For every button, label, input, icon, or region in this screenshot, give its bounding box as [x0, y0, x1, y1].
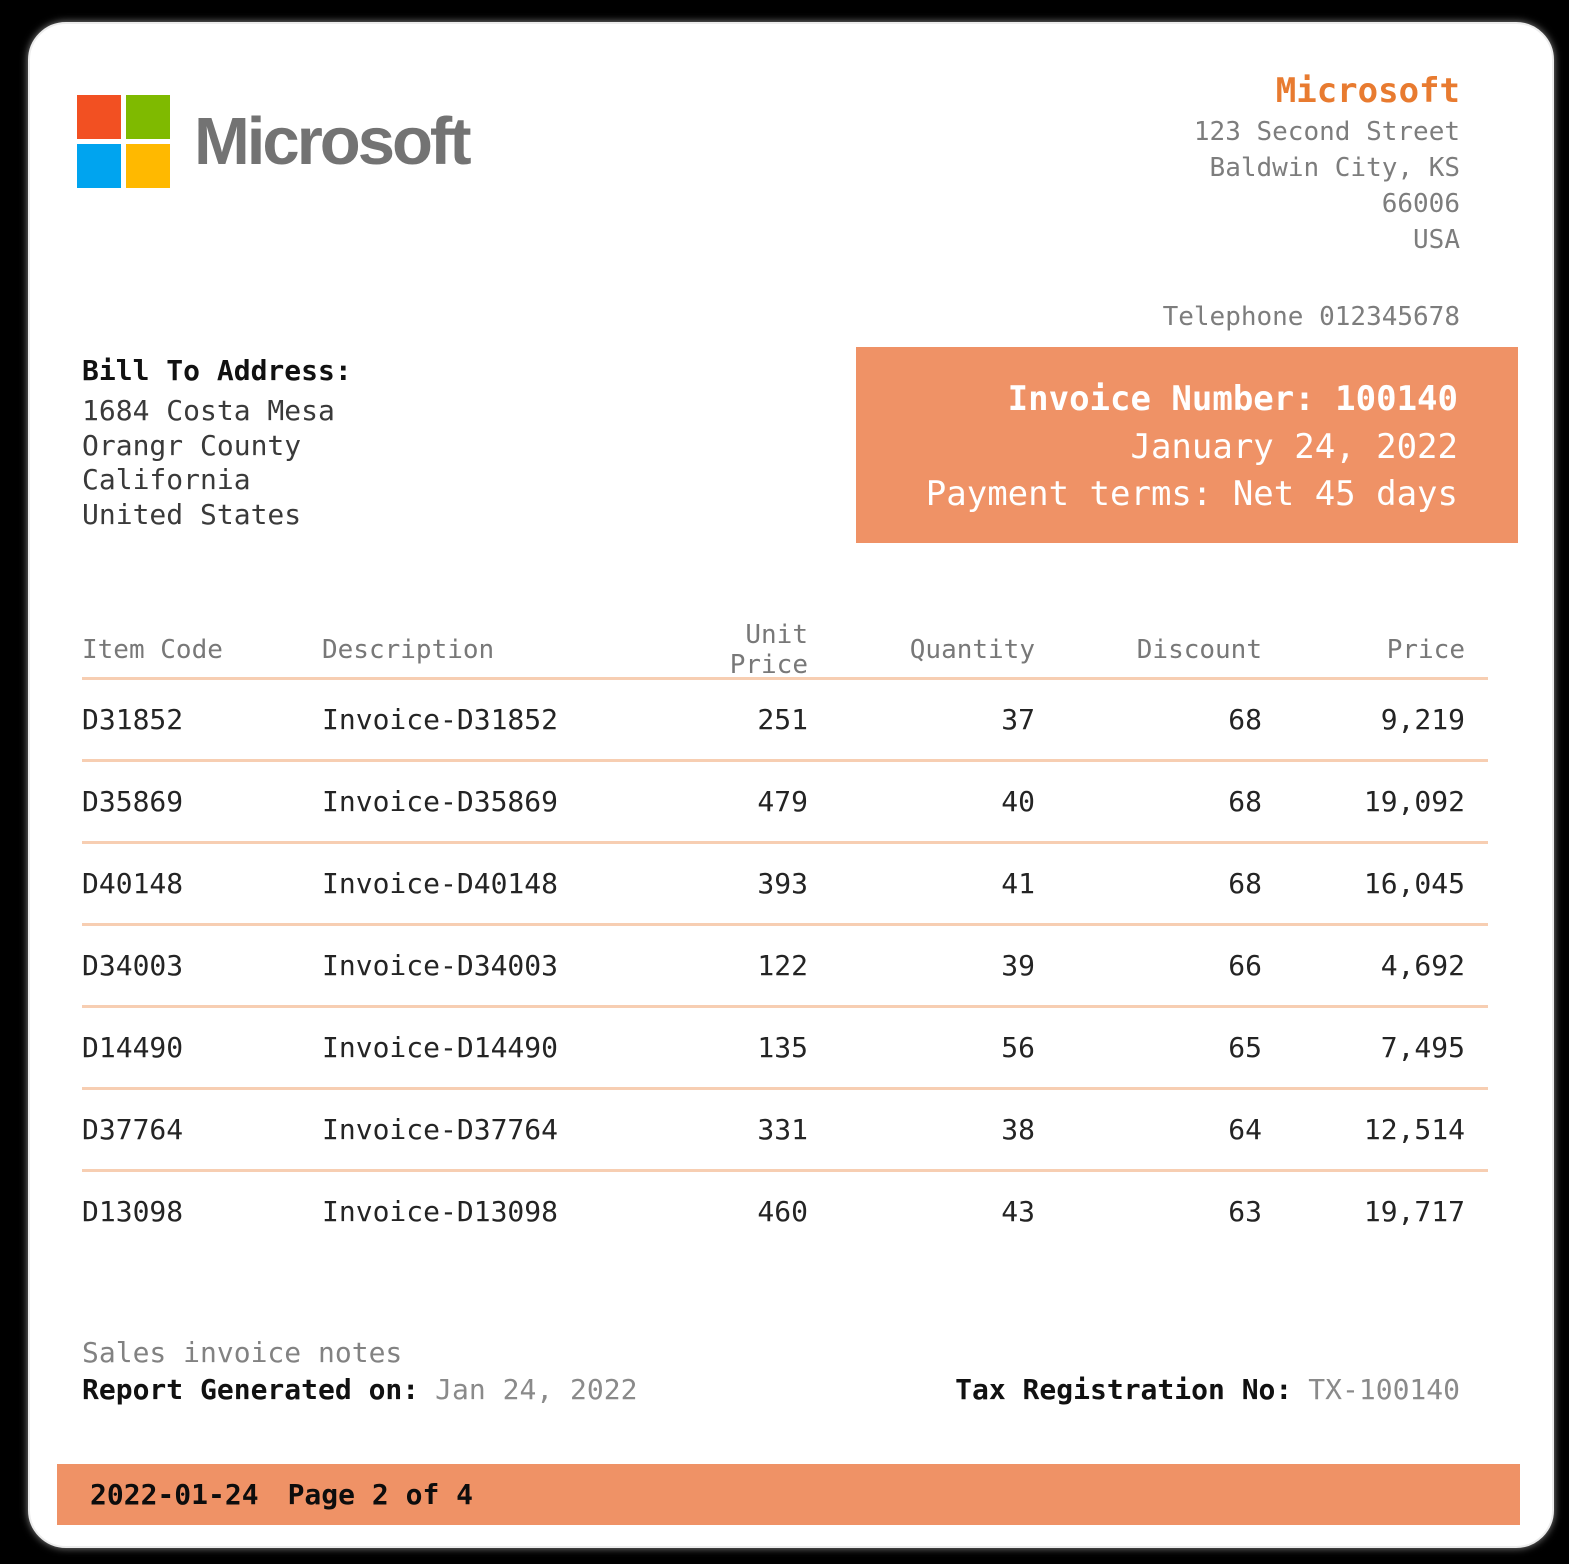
- invoice-number: Invoice Number: 100140: [1007, 379, 1458, 419]
- cell-item-code: D13098: [82, 1195, 184, 1228]
- cell-price: 19,717: [1363, 1195, 1465, 1228]
- tax-registration-value: TX-100140: [1308, 1373, 1460, 1406]
- cell-description: Invoice-D31852: [322, 703, 559, 736]
- notes-block: [82, 1335, 637, 1409]
- table-body: [82, 680, 1488, 1251]
- company-address-line: Baldwin City, KS: [1209, 153, 1460, 183]
- cell-unit-price: 460: [757, 1195, 808, 1228]
- table-row: [82, 680, 1488, 762]
- cell-unit-price: 393: [757, 867, 808, 900]
- company-address-line: 66006: [1381, 189, 1460, 219]
- cell-price: 19,092: [1363, 785, 1465, 818]
- microsoft-logo: [77, 95, 469, 188]
- logo-square-red: [77, 95, 121, 139]
- cell-quantity: 40: [1001, 785, 1035, 818]
- footer-date: 2022-01-24: [90, 1478, 259, 1511]
- logo-square-green: [126, 95, 170, 139]
- cell-unit-price: 331: [757, 1113, 808, 1146]
- cell-quantity: 38: [1001, 1113, 1035, 1146]
- table-row: [82, 1090, 1488, 1172]
- logo-square-yellow: [126, 144, 170, 188]
- cell-unit-price: 479: [757, 785, 808, 818]
- table-row: [82, 1008, 1488, 1090]
- tax-registration-label: Tax Registration No:: [955, 1373, 1293, 1406]
- cell-price: 16,045: [1363, 867, 1465, 900]
- cell-item-code: D34003: [82, 949, 184, 982]
- company-block: [1194, 68, 1460, 258]
- header-discount: Discount: [1136, 634, 1262, 665]
- invoice-summary-box: [856, 347, 1518, 543]
- cell-description: Invoice-D34003: [322, 949, 559, 982]
- tax-registration-line: [955, 1371, 1460, 1409]
- logo-wordmark: Microsoft: [194, 104, 469, 179]
- company-name: Microsoft: [1275, 71, 1460, 111]
- cell-price: 7,495: [1380, 1031, 1465, 1064]
- bill-to-block: [82, 354, 352, 532]
- cell-price: 9,219: [1380, 703, 1465, 736]
- cell-discount: 65: [1228, 1031, 1262, 1064]
- cell-price: 4,692: [1380, 949, 1465, 982]
- cell-discount: 66: [1228, 949, 1262, 982]
- cell-item-code: D37764: [82, 1113, 184, 1146]
- cell-quantity: 37: [1001, 703, 1035, 736]
- cell-description: Invoice-D37764: [322, 1113, 559, 1146]
- cell-quantity: 56: [1001, 1031, 1035, 1064]
- cell-description: Invoice-D13098: [322, 1195, 559, 1228]
- cell-discount: 68: [1228, 867, 1262, 900]
- bill-to-label: Bill To Address:: [82, 354, 352, 387]
- bill-to-line: Orangr County: [82, 428, 302, 462]
- cell-unit-price: 251: [757, 703, 808, 736]
- sales-invoice-notes: Sales invoice notes: [82, 1336, 403, 1369]
- invoice-date: January 24, 2022: [1130, 426, 1458, 467]
- company-address-line: USA: [1413, 225, 1460, 255]
- header-item-code: Item Code: [82, 634, 223, 665]
- footer-page-indicator: Page 2 of 4: [287, 1478, 474, 1511]
- bill-to-line: 1684 Costa Mesa: [82, 394, 335, 427]
- cell-discount: 68: [1228, 785, 1262, 818]
- logo-square-blue: [77, 144, 121, 188]
- cell-item-code: D31852: [82, 703, 184, 736]
- header-price: Price: [1386, 634, 1465, 665]
- bill-to-line: California: [82, 463, 251, 496]
- cell-quantity: 41: [1001, 867, 1035, 900]
- cell-discount: 63: [1228, 1195, 1262, 1228]
- table-header-row: [82, 619, 1488, 680]
- report-generated-value: Jan 24, 2022: [435, 1373, 638, 1406]
- items-table: [82, 619, 1488, 1251]
- cell-item-code: D14490: [82, 1031, 184, 1064]
- table-row: [82, 1172, 1488, 1251]
- header-description: Description: [322, 634, 495, 665]
- table-row: [82, 926, 1488, 1008]
- microsoft-logo-icon: [77, 95, 170, 188]
- report-generated-line: [82, 1371, 637, 1409]
- cell-description: Invoice-D14490: [322, 1031, 559, 1064]
- cell-item-code: D40148: [82, 867, 184, 900]
- company-address-line: 123 Second Street: [1193, 117, 1460, 147]
- header-quantity: Quantity: [909, 634, 1035, 665]
- cell-description: Invoice-D40148: [322, 867, 559, 900]
- cell-quantity: 43: [1001, 1195, 1035, 1228]
- footer-bar: [57, 1464, 1520, 1525]
- table-row: [82, 844, 1488, 926]
- cell-item-code: D35869: [82, 785, 184, 818]
- report-generated-label: Report Generated on:: [82, 1373, 420, 1406]
- invoice-page: [28, 22, 1554, 1548]
- cell-description: Invoice-D35869: [322, 785, 559, 818]
- bill-to-line: United States: [82, 497, 302, 531]
- company-telephone: Telephone 012345678: [1162, 302, 1460, 332]
- cell-quantity: 39: [1001, 949, 1035, 982]
- cell-price: 12,514: [1363, 1113, 1465, 1146]
- table-row: [82, 762, 1488, 844]
- payment-terms: Payment terms: Net 45 days: [925, 474, 1458, 514]
- header-unit-price: Unit Price: [729, 619, 808, 680]
- cell-discount: 68: [1228, 703, 1262, 736]
- cell-discount: 64: [1228, 1113, 1262, 1146]
- cell-unit-price: 122: [757, 949, 808, 982]
- cell-unit-price: 135: [757, 1031, 808, 1064]
